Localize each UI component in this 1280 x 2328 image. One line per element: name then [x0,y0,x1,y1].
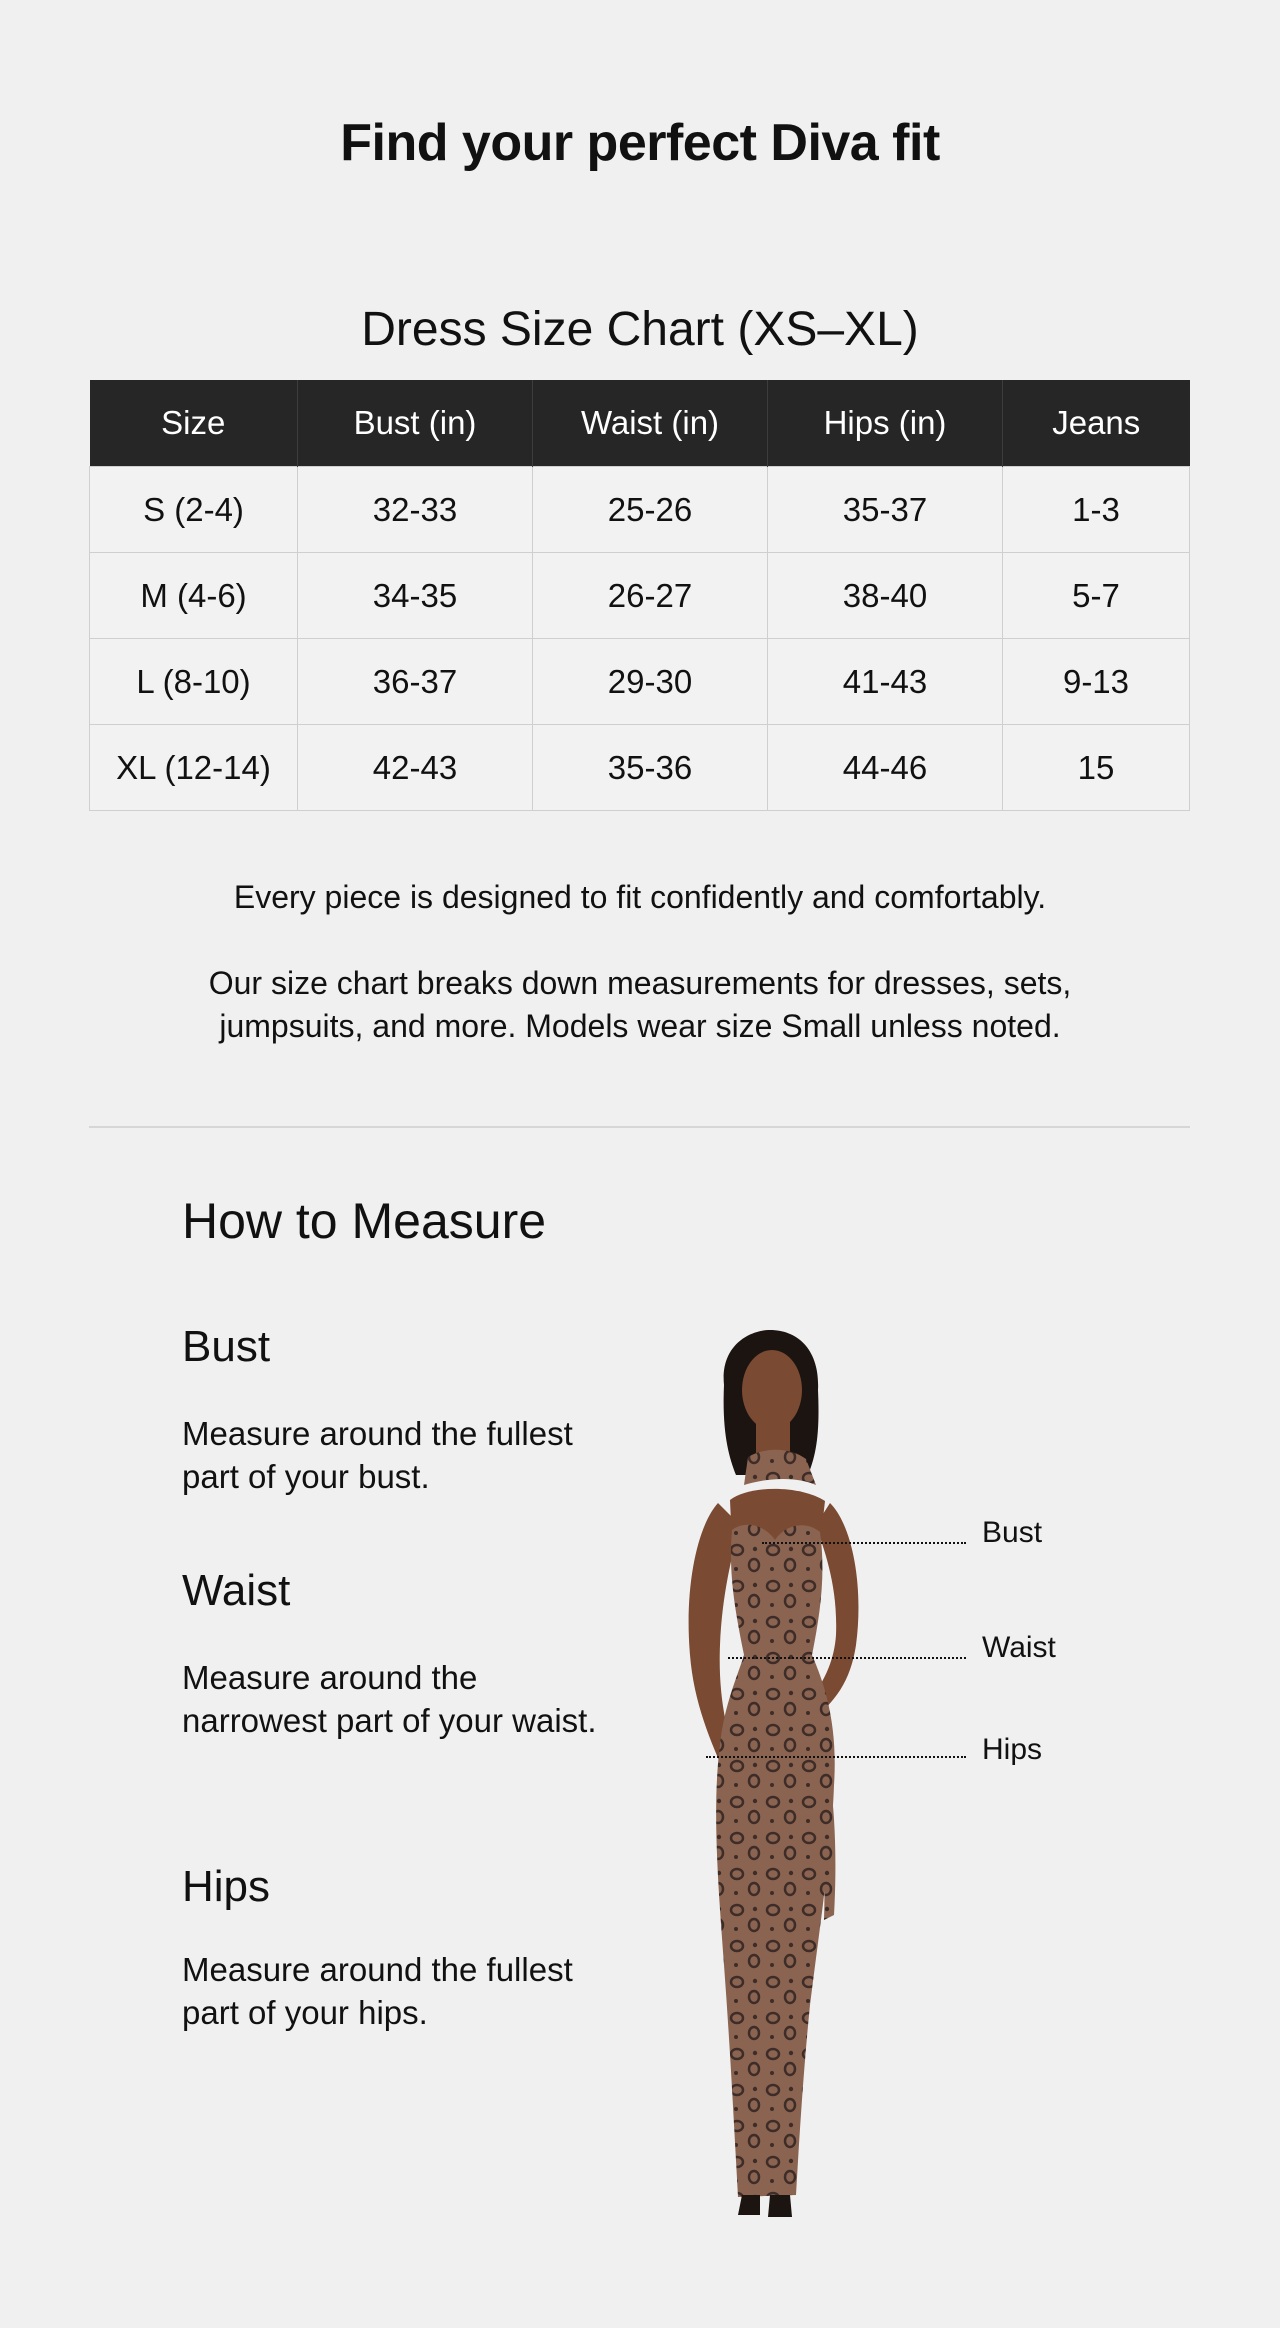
waist-description: Measure around the narrowest part of your waist. [182,1659,597,1739]
cell-size: XL (12-14) [90,725,298,811]
how-to-measure-heading: How to Measure [182,1193,547,1249]
cell-waist: 25-26 [533,467,768,553]
bust-guide-line [762,1542,966,1544]
header-hips: Hips (in) [768,380,1003,467]
hips-description: Measure around the fullest part of your hips. [182,1951,573,2031]
cell-waist: 26-27 [533,553,768,639]
cell-bust: 32-33 [298,467,533,553]
size-chart-title: Dress Size Chart (XS–XL) [361,302,919,356]
cell-jeans: 1-3 [1003,467,1190,553]
intro-text-chart-content: Our size chart breaks down measurements for dresses, sets, jumpsuits, and more. Models wear size Small unless noted. [208,965,1072,1044]
page-title: Find your perfect Diva fit [340,113,940,172]
cell-bust: 42-43 [298,725,533,811]
header-size: Size [90,380,298,467]
table-row [90,553,1190,639]
intro-text-fit: Every piece is designed to fit confidently and comfortably. [233,879,1047,915]
cell-hips: 38-40 [768,553,1003,639]
cell-waist: 35-36 [533,725,768,811]
bust-title: Bust [182,1322,271,1371]
header-jeans: Jeans [1003,380,1190,467]
section-divider [89,1126,1190,1128]
hips-title: Hips [182,1862,271,1911]
header-waist: Waist (in) [533,380,768,467]
bust-description: Measure around the fullest part of your bust. [182,1415,573,1495]
cell-jeans: 15 [1003,725,1190,811]
cell-bust: 34-35 [298,553,533,639]
header-bust: Bust (in) [298,380,533,467]
cell-hips: 44-46 [768,725,1003,811]
waist-title: Waist [182,1566,291,1615]
hips-guide-line [706,1756,966,1758]
cell-jeans: 9-13 [1003,639,1190,725]
cell-waist: 29-30 [533,639,768,725]
table-row [90,639,1190,725]
waist-label: Waist [982,1631,1056,1664]
intro-text-chart [180,962,1100,1048]
bust-label: Bust [982,1516,1043,1549]
cell-hips: 41-43 [768,639,1003,725]
table-row [90,467,1190,553]
cell-bust: 36-37 [298,639,533,725]
cell-hips: 35-37 [768,467,1003,553]
cell-jeans: 5-7 [1003,553,1190,639]
cell-size: S (2-4) [90,467,298,553]
size-chart-table [89,380,1190,811]
model-figure [620,1325,940,2245]
hips-label: Hips [982,1733,1043,1766]
table-header-row [90,380,1190,467]
table-row [90,725,1190,811]
waist-guide-line [728,1657,966,1659]
cell-size: M (4-6) [90,553,298,639]
model-figure-illustration [620,1325,940,2245]
cell-size: L (8-10) [90,639,298,725]
